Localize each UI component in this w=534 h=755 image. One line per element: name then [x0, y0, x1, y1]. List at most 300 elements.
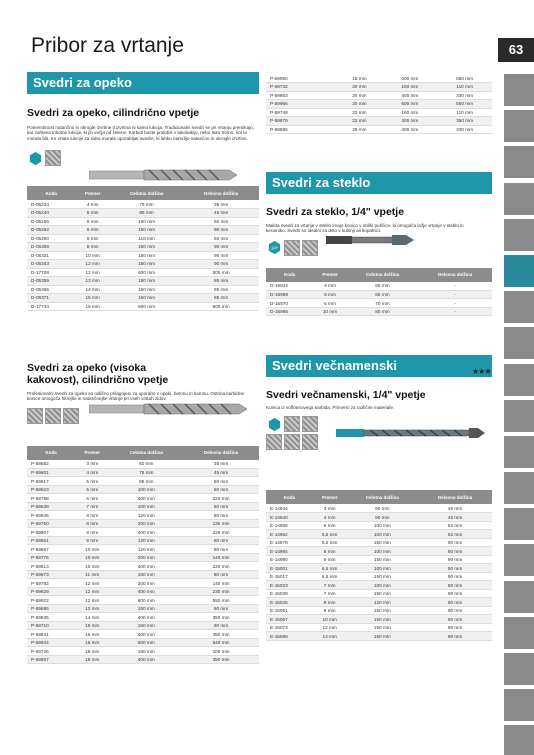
table-row: [266, 623, 492, 632]
opeko-vis-cell: P-59782: [27, 579, 75, 588]
stone-material-icon: [63, 408, 79, 424]
sidebar-tab-18[interactable]: [504, 725, 534, 755]
vecnam-cell: 90 mm: [418, 606, 492, 615]
opeko-vis-cell: 12 mm: [75, 596, 109, 605]
opeko-vis-cell: 350 mm: [183, 613, 259, 622]
vecnam-cell: E-14978: [266, 538, 313, 547]
table-row: [27, 285, 259, 294]
vecnam-header-3: Delovna dolžina: [418, 490, 492, 504]
opeko-cont-cell: P-59950: [266, 74, 336, 83]
ceramic-material-icon: [302, 416, 318, 432]
opeko-vis-cell: 400 mm: [109, 613, 183, 622]
steklo-cell: 5 mm: [313, 290, 346, 299]
opeko-vis-cell: 80 mm: [183, 536, 259, 545]
category-sidebar: [504, 74, 534, 755]
sidebar-tab-8[interactable]: [504, 364, 534, 396]
opeko-cont-cell: 20 mm: [336, 91, 382, 100]
vecnam-cell: 50 mm: [418, 581, 492, 590]
table-row: [266, 564, 492, 573]
glass-material-icon: [302, 240, 318, 256]
opeko-vis-cell: 120 mm: [109, 511, 183, 520]
sidebar-tab-11[interactable]: [504, 472, 534, 504]
table-row: [266, 504, 492, 513]
sidebar-tab-12[interactable]: [504, 508, 534, 540]
opeko-cell: 60 mm: [183, 234, 259, 243]
table-row: [266, 299, 492, 308]
table-vecnamenski: [266, 490, 492, 641]
opeko-cell: 90 mm: [183, 260, 259, 269]
opeko-cell: D-05256: [27, 217, 76, 226]
desc-opeko-visoka: Profesionalni svedri za opeko so odlično prilagojeni za uporabo v opeki, betonu in kamnu. Ostrina karbidne konice omogoča hitrejše in natančnejše vrtanje pri vseh vrstah zidov.: [27, 391, 245, 402]
ceramic-material-icon: [284, 240, 300, 256]
vecnam-cell: 4 mm: [313, 513, 347, 522]
opeko-vis-cell: P-59829: [27, 587, 75, 596]
vecnam-cell: 7 mm: [313, 589, 347, 598]
title-opeko-visoka-2: kakovost), cilindrično vpetje: [27, 374, 169, 386]
table-row: [27, 519, 259, 528]
table-row: [27, 502, 259, 511]
opeko-vis-cell: 100 mm: [109, 502, 183, 511]
steklo-cell: 6 mm: [313, 299, 346, 308]
opeko-vis-cell: P-59623: [27, 485, 75, 494]
steklo-cell: D-15970: [266, 299, 313, 308]
desc-steklo: Makita svedri za vrtanje v steklo imajo konico v obliki puščice, ki omogoča lažje vrtanje v steklo in keramiko. Svedri so idealni za delo v kuhinji ali kopalnici.: [266, 223, 464, 234]
vecnam-cell: 100 mm: [347, 564, 419, 573]
table-row: [266, 581, 492, 590]
desc-vecnamenski: Konica iz volframovega karbida. Primerni za različne materiale.: [266, 405, 395, 410]
table-row: [27, 579, 259, 588]
opeko-vis-cell: P-59944: [27, 638, 75, 647]
table-row: [266, 530, 492, 539]
vecnam-cell: E-15073: [266, 623, 313, 632]
table-row: [27, 604, 259, 613]
opeko-vis-cell: 140 mm: [183, 579, 259, 588]
table-row: [266, 100, 492, 109]
opeko-vis-cell: 7 mm: [75, 502, 109, 511]
table-row: [27, 562, 259, 571]
opeko-cell: 150 mm: [110, 260, 183, 269]
opeko-vis-cell: P-59841: [27, 630, 75, 639]
opeko-vis-cell: 11 mm: [75, 570, 109, 579]
opeko-cont-cell: 160 mm: [383, 108, 438, 117]
section-opeko-visoka: [27, 362, 259, 664]
opeko-vis-cell: P-59835: [27, 613, 75, 622]
opeko-vis-cell: 540 mm: [183, 638, 259, 647]
table-row: [27, 621, 259, 630]
opeko-vis-cell: 18 mm: [75, 647, 109, 656]
opeko-cell: D-05343: [27, 260, 76, 269]
vecnam-cell: 90 mm: [418, 632, 492, 641]
table-row: [27, 234, 259, 243]
opeko-vis-cell: 15 mm: [75, 621, 109, 630]
opeko-cont-cell: 600 mm: [383, 74, 438, 83]
sidebar-tab-10[interactable]: [504, 436, 534, 468]
opeko-vis-cell: P-59645: [27, 511, 75, 520]
vecnam-cell: 150 mm: [347, 555, 419, 564]
table-steklo: [266, 268, 492, 317]
table-row: [27, 647, 259, 656]
table-row: [266, 282, 492, 291]
hex-shank-icon: [266, 240, 282, 256]
opeko-vis-cell: P-59667: [27, 545, 75, 554]
opeko-header-2: Celotna dolžina: [110, 186, 183, 200]
opeko-vis-cell: 200 mm: [109, 519, 183, 528]
opeko-cell: D-05365: [27, 285, 76, 294]
opeko-vis-cell: 550 mm: [183, 596, 259, 605]
table-row: [266, 521, 492, 530]
vecnam-cell: 150 mm: [347, 615, 419, 624]
sidebar-tab-15[interactable]: [504, 617, 534, 649]
banner-steklo: Svedri za steklo: [266, 172, 492, 194]
vecnam-cell: E-15017: [266, 572, 313, 581]
opeko-vis-cell: P-59617: [27, 477, 75, 486]
opeko-cont-cell: 550 mm: [437, 100, 492, 109]
vecnam-cell: E-15045: [266, 598, 313, 607]
opeko-cont-cell: 550 mm: [437, 74, 492, 83]
vecnam-cell: E-14990: [266, 555, 313, 564]
table-row: [27, 630, 259, 639]
opeko-cell: 90 mm: [183, 251, 259, 260]
table-row: [27, 587, 259, 596]
opeko-cell: D-05240: [27, 209, 76, 218]
vecnam-cell: 150 mm: [347, 632, 419, 641]
steklo-header-0: Koda: [266, 268, 313, 282]
opeko-vis-cell: 13 mm: [75, 604, 109, 613]
vecnam-cell: 45 mm: [418, 513, 492, 522]
table-opeko-visoka: [27, 446, 259, 665]
opeko-vis-cell: 5 mm: [75, 477, 109, 486]
table-row: [27, 494, 259, 503]
opeko-vis-cell: 400 mm: [109, 562, 183, 571]
opeko-cont-cell: 600 mm: [383, 100, 438, 109]
sidebar-tab-9[interactable]: [504, 400, 534, 432]
opeko-cell: D-05371: [27, 294, 76, 303]
steklo-header-3: Delovna dolžina: [418, 268, 492, 282]
table-row: [266, 598, 492, 607]
sidebar-tab-0[interactable]: [504, 74, 534, 106]
table-row: [27, 477, 259, 486]
vecnam-cell: 10 mm: [313, 615, 347, 624]
steklo-header-1: Premer: [313, 268, 346, 282]
opeko-cell: D-05321: [27, 251, 76, 260]
opeko-cell: 150 mm: [110, 251, 183, 260]
opeko-vis-cell: 80 mm: [183, 511, 259, 520]
table-row: [27, 613, 259, 622]
opeko-cell: 75 mm: [110, 200, 183, 209]
opeko-vis-cell: 120 mm: [109, 545, 183, 554]
table-row: [27, 528, 259, 537]
opeko-vis-cell: 350 mm: [183, 630, 259, 639]
drill-bit-image: [89, 164, 239, 186]
opeko-cont-cell: 18 mm: [336, 74, 382, 83]
icons-vecnamenski: [266, 416, 320, 450]
vecnam-cell: 52 mm: [418, 530, 492, 539]
opeko-vis-cell: P-59760: [27, 519, 75, 528]
opeko-cell: 12 mm: [76, 260, 110, 269]
opeko-cont-cell: P-59879: [266, 117, 336, 126]
opeko-vis-cell: P-59710: [27, 621, 75, 630]
vecnam-cell: 90 mm: [347, 513, 419, 522]
vecnam-header-2: Celotna dolžina: [347, 490, 419, 504]
opeko-vis-cell: 8 mm: [75, 528, 109, 537]
vecnam-cell: 5,5 mm: [313, 538, 347, 547]
opeko-vis-cell: 90 mm: [183, 604, 259, 613]
opeko-cell: 600 mm: [110, 302, 183, 311]
opeko-vis-cell: 400 mm: [109, 587, 183, 596]
banner-vecnamenski: Svedri večnamenski: [266, 355, 492, 377]
table-row: [27, 302, 259, 311]
opeko-cell: 14 mm: [76, 285, 110, 294]
vecnam-cell: 150 mm: [347, 606, 419, 615]
opeko-cont-cell: 22 mm: [336, 108, 382, 117]
opeko-cont-cell: 330 mm: [437, 125, 492, 134]
opeko-cell: 600 mm: [110, 268, 183, 277]
table-row: [266, 117, 492, 126]
opeko-cell: 35 mm: [183, 200, 259, 209]
opeko-vis-cell: 220 mm: [183, 494, 259, 503]
table-row: [266, 547, 492, 556]
vecnam-cell: E-14962: [266, 530, 313, 539]
opeko-vis-cell: P-59807: [27, 528, 75, 537]
sidebar-tab-16[interactable]: [504, 653, 534, 685]
opeko-vis-cell: 9 mm: [75, 536, 109, 545]
vecnam-cell: 52 mm: [418, 521, 492, 530]
opeko-cell: 13 mm: [76, 277, 110, 286]
vecnam-cell: 100 mm: [347, 521, 419, 530]
opeko-cell: 90 mm: [183, 226, 259, 235]
opeko-vis-cell: P-59813: [27, 562, 75, 571]
table-row: [266, 606, 492, 615]
vecnam-cell: 7 mm: [313, 581, 347, 590]
opeko-cont-cell: 20 mm: [336, 100, 382, 109]
table-row: [266, 555, 492, 564]
table-row: [266, 572, 492, 581]
opeko-vis-cell: 200 mm: [109, 579, 183, 588]
vecnam-cell: 60 mm: [418, 598, 492, 607]
opeko-vis-cell: 400 mm: [109, 528, 183, 537]
opeko-vis-header-3: Delovna dolžina: [183, 446, 259, 460]
vecnam-cell: 150 mm: [347, 538, 419, 547]
opeko-vis-cell: P-59651: [27, 536, 75, 545]
vecnam-cell: 13 mm: [313, 632, 347, 641]
opeko-cell: 60 mm: [183, 217, 259, 226]
opeko-cell: 85 mm: [183, 294, 259, 303]
title-opeko: Svedri za opeko, cilindrično vpetje: [27, 107, 200, 119]
steklo-cell: 4 mm: [313, 282, 346, 291]
opeko-cell: 6 mm: [76, 226, 110, 235]
opeko-cell: 150 mm: [110, 277, 183, 286]
shank-size-label: 1/4": [270, 245, 278, 251]
hex-shank-icon: [266, 416, 282, 432]
page-title: Pribor za vrtanje: [31, 34, 184, 57]
hex-shank-icon: [27, 150, 43, 166]
sidebar-tab-14[interactable]: [504, 581, 534, 613]
opeko-vis-cell: P-59922: [27, 596, 75, 605]
table-row: [27, 545, 259, 554]
section-vecnamenski: [266, 355, 492, 641]
section-opeko: [27, 72, 259, 311]
vecnam-cell: 90 mm: [418, 555, 492, 564]
vecnam-header-1: Premer: [313, 490, 347, 504]
table-row: [27, 251, 259, 260]
opeko-vis-cell: 18 mm: [75, 655, 109, 664]
opeko-cell: 100 mm: [110, 217, 183, 226]
vecnam-cell: 6,5 mm: [313, 564, 347, 573]
opeko-vis-header-0: Koda: [27, 446, 75, 460]
steklo-cell: -: [418, 299, 492, 308]
title-opeko-visoka-1: Svedri za opeko (visoka: [27, 362, 147, 374]
table-row: [266, 290, 492, 299]
opeko-vis-cell: 220 mm: [183, 562, 259, 571]
table-row: [27, 485, 259, 494]
opeko-cell: D-05309: [27, 243, 76, 252]
opeko-vis-cell: 80 mm: [183, 545, 259, 554]
opeko-cell: 505 mm: [183, 302, 259, 311]
vecnam-cell: E-15089: [266, 632, 313, 641]
steklo-cell: -: [418, 307, 492, 316]
steklo-header-2: Celotna dolžina: [347, 268, 419, 282]
vecnam-cell: E-15039: [266, 589, 313, 598]
sidebar-tab-17[interactable]: [504, 689, 534, 721]
opeko-vis-cell: 3 mm: [75, 460, 109, 469]
opeko-vis-cell: 600 mm: [109, 638, 183, 647]
opeko-cell: 150 mm: [110, 243, 183, 252]
table-row: [266, 513, 492, 522]
table-row: [27, 638, 259, 647]
opeko-vis-cell: P-59695: [27, 604, 75, 613]
opeko-cell: 150 mm: [110, 285, 183, 294]
table-row: [27, 596, 259, 605]
vecnam-cell: 6 mm: [313, 547, 347, 556]
opeko-cell: 85 mm: [110, 209, 183, 218]
vecnam-cell: E-14984: [266, 547, 313, 556]
vecnam-cell: 5 mm: [313, 521, 347, 530]
opeko-cell: D-05359: [27, 277, 76, 286]
opeko-vis-cell: 140 mm: [183, 553, 259, 562]
opeko-cont-cell: 25 mm: [336, 125, 382, 134]
opeko-cont-cell: P-59732: [266, 83, 336, 92]
opeko-cont-cell: 160 mm: [383, 83, 438, 92]
opeko-header-3: Delovna dolžina: [183, 186, 259, 200]
sidebar-tab-2[interactable]: [504, 146, 534, 178]
opeko-vis-header-1: Premer: [75, 446, 109, 460]
sidebar-tab-13[interactable]: [504, 544, 534, 576]
vecnam-cell: 120 mm: [347, 598, 419, 607]
opeko-vis-cell: 400 mm: [109, 655, 183, 664]
opeko-cell: D-05290: [27, 234, 76, 243]
vecnam-cell: 90 mm: [418, 538, 492, 547]
sidebar-tab-1[interactable]: [504, 110, 534, 142]
steklo-cell: D-15958: [266, 290, 313, 299]
opeko-vis-cell: 6 mm: [75, 494, 109, 503]
table-row: [27, 553, 259, 562]
vecnam-cell: 90 mm: [418, 589, 492, 598]
opeko-cell: 4 mm: [76, 200, 110, 209]
opeko-cell: 45 mm: [183, 209, 259, 218]
brick-material-icon: [27, 408, 43, 424]
opeko-cont-cell: 110 mm: [437, 108, 492, 117]
drill-bit-image: [89, 398, 249, 420]
vecnam-cell: 150 mm: [347, 589, 419, 598]
opeko-vis-cell: P-59798: [27, 494, 75, 503]
vecnam-cell: E-14934: [266, 504, 313, 513]
sidebar-tab-4[interactable]: [504, 219, 534, 251]
table-opeko: [27, 186, 259, 311]
page-number: 63: [498, 38, 534, 62]
vecnam-cell: E-15023: [266, 581, 313, 590]
opeko-vis-cell: 75 mm: [109, 468, 183, 477]
vecnam-cell: E-15067: [266, 615, 313, 624]
concrete-material-icon: [45, 408, 61, 424]
opeko-cont-cell: 400 mm: [383, 125, 438, 134]
brick-material-icon: [45, 150, 61, 166]
opeko-vis-cell: 80 mm: [183, 570, 259, 579]
vecnam-cell: 150 mm: [347, 572, 419, 581]
opeko-vis-header-2: Celotna dolžina: [109, 446, 183, 460]
vecnam-cell: E-14956: [266, 521, 313, 530]
opeko-vis-cell: 60 mm: [109, 460, 183, 469]
table-row: [27, 277, 259, 286]
steklo-cell: 70 mm: [347, 299, 419, 308]
sidebar-tab-3[interactable]: [504, 183, 534, 215]
opeko-cont-cell: 330 mm: [437, 91, 492, 100]
table-row: [27, 511, 259, 520]
opeko-cont-cell: 110 mm: [437, 83, 492, 92]
opeko-cell: D-17734: [27, 302, 76, 311]
steklo-cell: D-15986: [266, 307, 313, 316]
opeko-vis-cell: 160 mm: [109, 647, 183, 656]
opeko-vis-cell: 45 mm: [183, 468, 259, 477]
opeko-cont-cell: 400 mm: [383, 91, 438, 100]
opeko-vis-cell: 226 mm: [183, 528, 259, 537]
opeko-vis-cell: 150 mm: [109, 570, 183, 579]
opeko-vis-cell: 14 mm: [75, 613, 109, 622]
table-row: [27, 243, 259, 252]
table-row: [27, 268, 259, 277]
steklo-cell: 65 mm: [347, 282, 419, 291]
sidebar-tab-5[interactable]: [504, 255, 534, 287]
opeko-vis-cell: 4 mm: [75, 468, 109, 477]
opeko-cell: 85 mm: [183, 277, 259, 286]
opeko-cont-cell: 400 mm: [383, 117, 438, 126]
opeko-vis-cell: 12 mm: [75, 587, 109, 596]
opeko-cell: 6 mm: [76, 217, 110, 226]
sidebar-tab-6[interactable]: [504, 291, 534, 323]
opeko-vis-cell: 60 mm: [183, 502, 259, 511]
vecnam-cell: 8 mm: [313, 606, 347, 615]
opeko-vis-cell: P-59776: [27, 553, 75, 562]
sidebar-tab-7[interactable]: [504, 327, 534, 359]
title-steklo: Svedri za steklo, 1/4" vpetje: [266, 206, 405, 218]
vecnam-header-0: Koda: [266, 490, 313, 504]
table-row: [27, 570, 259, 579]
table-row: [266, 108, 492, 117]
opeko-vis-cell: P-59726: [27, 647, 75, 656]
opeko-vis-cell: 400 mm: [109, 494, 183, 503]
vecnam-cell: 6 mm: [313, 555, 347, 564]
opeko-vis-cell: 16 mm: [75, 638, 109, 647]
opeko-cell: 16 mm: [76, 302, 110, 311]
vecnam-cell: 100 mm: [347, 530, 419, 539]
vecnam-cell: 12 mm: [313, 623, 347, 632]
opeko-cell: 85 mm: [183, 285, 259, 294]
opeko-vis-cell: 120 mm: [109, 536, 183, 545]
opeko-cell: D-05234: [27, 200, 76, 209]
vecnam-cell: 100 mm: [347, 547, 419, 556]
vecnam-cell: 100 mm: [347, 581, 419, 590]
opeko-cont-cell: P-59863: [266, 91, 336, 100]
opeko-cell: 150 mm: [110, 226, 183, 235]
